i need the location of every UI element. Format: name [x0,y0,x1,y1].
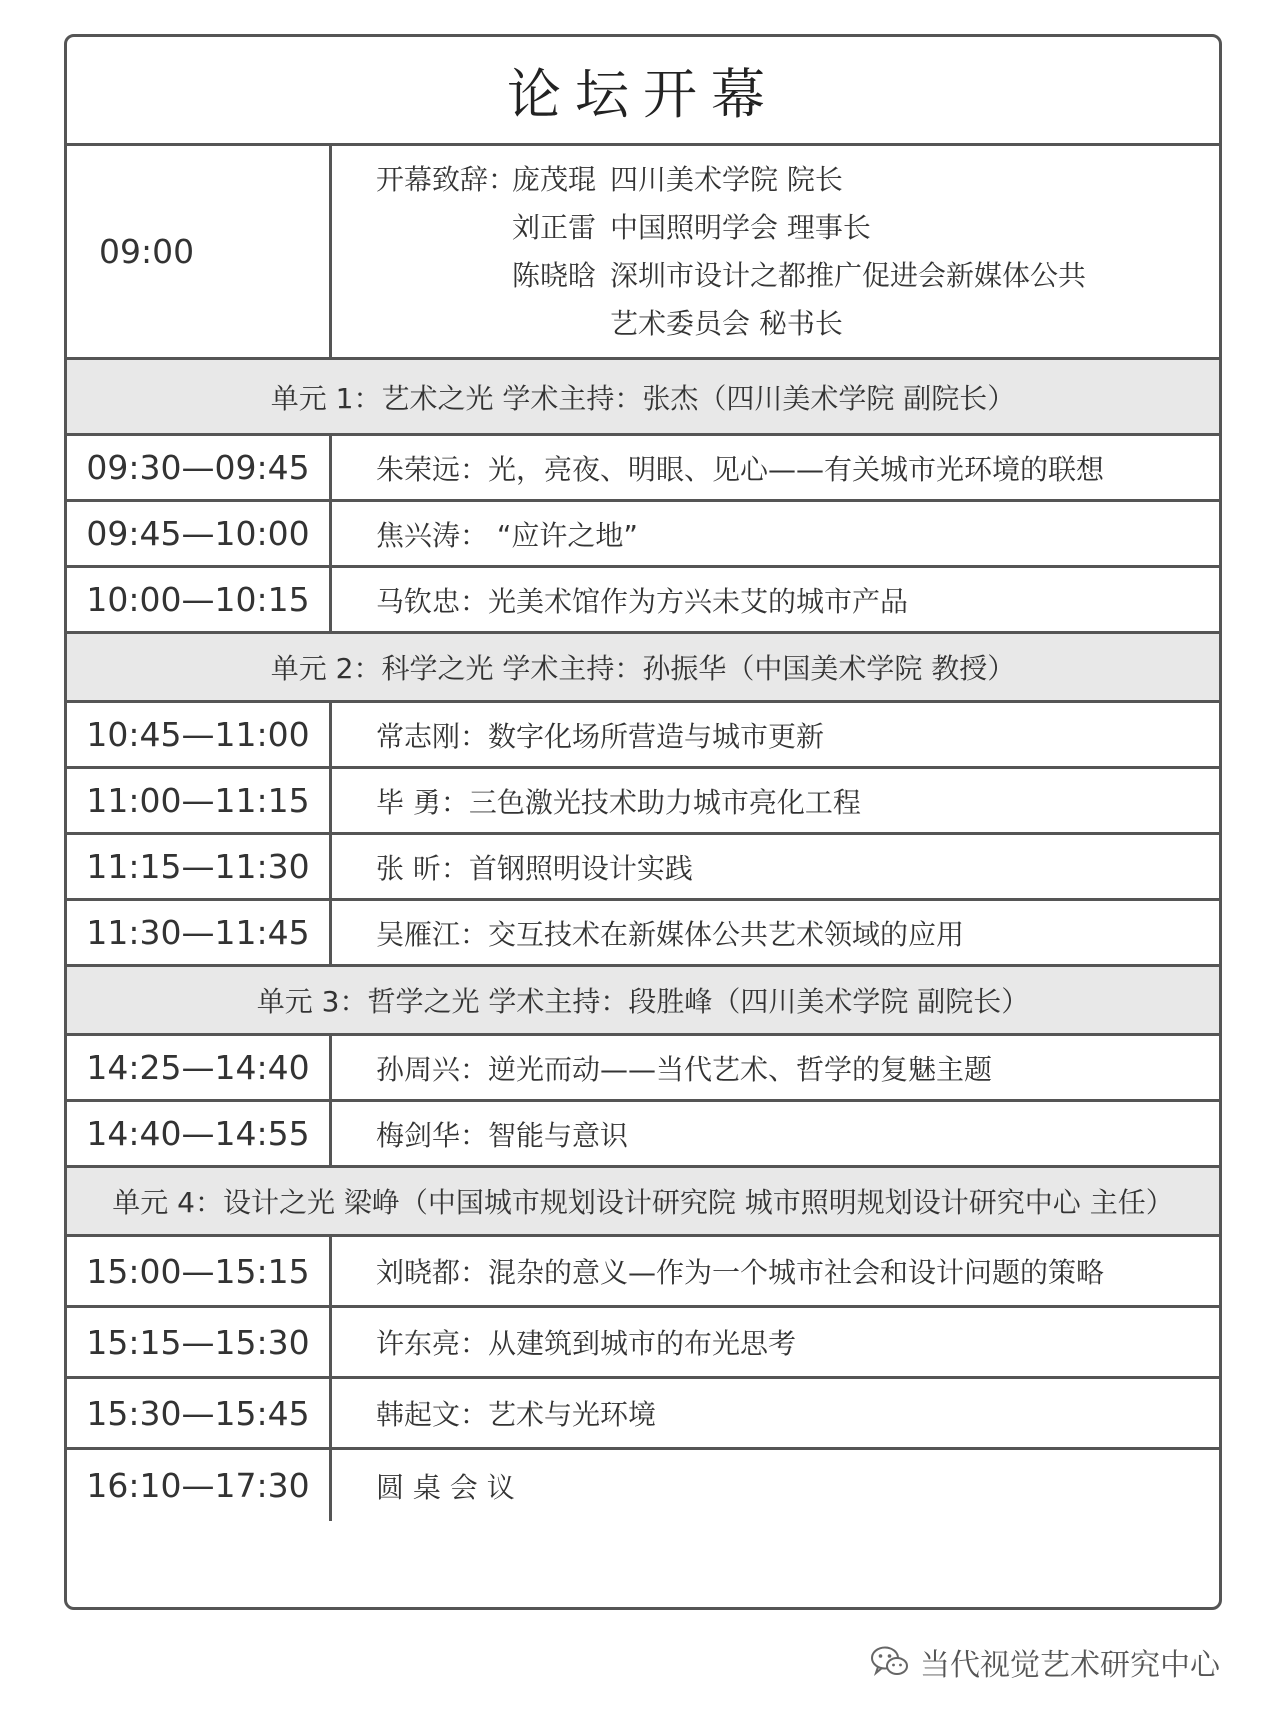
talk-title: 孙周兴：逆光而动——当代艺术、哲学的复魅主题 [376,1052,993,1086]
opening-row [67,146,1219,360]
table-row [67,1308,1219,1379]
talk-time: 11:00—11:15 [67,769,332,832]
wechat-icon [870,1645,910,1679]
table-row [67,568,1219,634]
talk-title: 圆 桌 会 议 [376,1470,515,1504]
table-row [67,502,1219,568]
speaker-title: 四川美术学院 院长 [610,162,843,196]
table-row [67,1450,1219,1521]
table-row [67,1036,1219,1102]
page-title: 论坛开幕 [67,37,1219,146]
talk-title: 梅剑华：智能与意识 [376,1118,629,1152]
table-row [67,703,1219,769]
talk-title: 刘晓都：混杂的意义—作为一个城市社会和设计问题的策略 [376,1256,1105,1289]
talk-time: 11:30—11:45 [67,901,332,964]
talk-time: 10:45—11:00 [67,703,332,766]
talk-time: 11:15—11:30 [67,835,332,898]
table-row [67,1102,1219,1168]
speaker-name: 陈晓晗 [512,258,597,292]
opening-speakers [332,146,1219,357]
table-row [67,1379,1219,1450]
opening-label: 开幕致辞： [376,162,517,196]
speaker-name: 庞茂琨 [512,162,597,196]
speaker-title: 深圳市设计之都推广促进会新媒体公共 [610,258,1087,292]
talk-title: 马钦忠：光美术馆作为方兴未艾的城市产品 [376,584,909,618]
watermark-text: 当代视觉艺术研究中心 [920,1648,1220,1683]
session-header-3: 单元 3：哲学之光 学术主持：段胜峰（四川美术学院 副院长） [67,967,1219,1036]
session-header-2: 单元 2：科学之光 学术主持：孙振华（中国美术学院 教授） [67,634,1219,703]
talk-title: 吴雁江：交互技术在新媒体公共艺术领域的应用 [376,917,965,951]
talk-time: 15:15—15:30 [67,1308,332,1376]
opening-line [376,252,1219,300]
talk-time: 14:40—14:55 [67,1102,332,1165]
table-row [67,901,1219,967]
talk-time: 15:00—15:15 [67,1237,332,1305]
table-row [67,436,1219,502]
table-row [67,835,1219,901]
speaker-name [512,300,606,348]
table-row [67,769,1219,835]
talk-title: 张 昕：首钢照明设计实践 [376,851,693,885]
talk-title: 毕 勇：三色激光技术助力城市亮化工程 [376,785,861,819]
table-row [67,1237,1219,1308]
opening-line [376,204,1219,252]
watermark [870,1640,1220,1684]
talk-time: 09:45—10:00 [67,502,332,565]
talk-title: 韩起文：艺术与光环境 [376,1398,657,1431]
talk-title: 焦兴涛： “应许之地” [376,518,638,552]
opening-line [376,156,1219,204]
talk-title: 朱荣远：光，亮夜、明眼、见心——有关城市光环境的联想 [376,452,1105,486]
talk-time: 10:00—10:15 [67,568,332,631]
speaker-title: 艺术委员会 秘书长 [610,306,843,340]
talk-time: 15:30—15:45 [67,1379,332,1447]
opening-time: 09:00 [67,146,332,357]
agenda-table [64,34,1222,1610]
speaker-title: 中国照明学会 理事长 [610,210,871,244]
talk-time: 14:25—14:40 [67,1036,332,1099]
talk-title: 许东亮：从建筑到城市的布光思考 [376,1327,797,1360]
session-header-4: 单元 4：设计之光 梁峥（中国城市规划设计研究院 城市照明规划设计研究中心 主任） [67,1168,1219,1237]
talk-time: 09:30—09:45 [67,436,332,499]
talk-time: 16:10—17:30 [67,1450,332,1521]
opening-line [376,300,1219,348]
talk-title: 常志刚：数字化场所营造与城市更新 [376,719,825,753]
session-header-1: 单元 1：艺术之光 学术主持：张杰（四川美术学院 副院长） [67,360,1219,436]
speaker-name: 刘正雷 [512,210,597,244]
